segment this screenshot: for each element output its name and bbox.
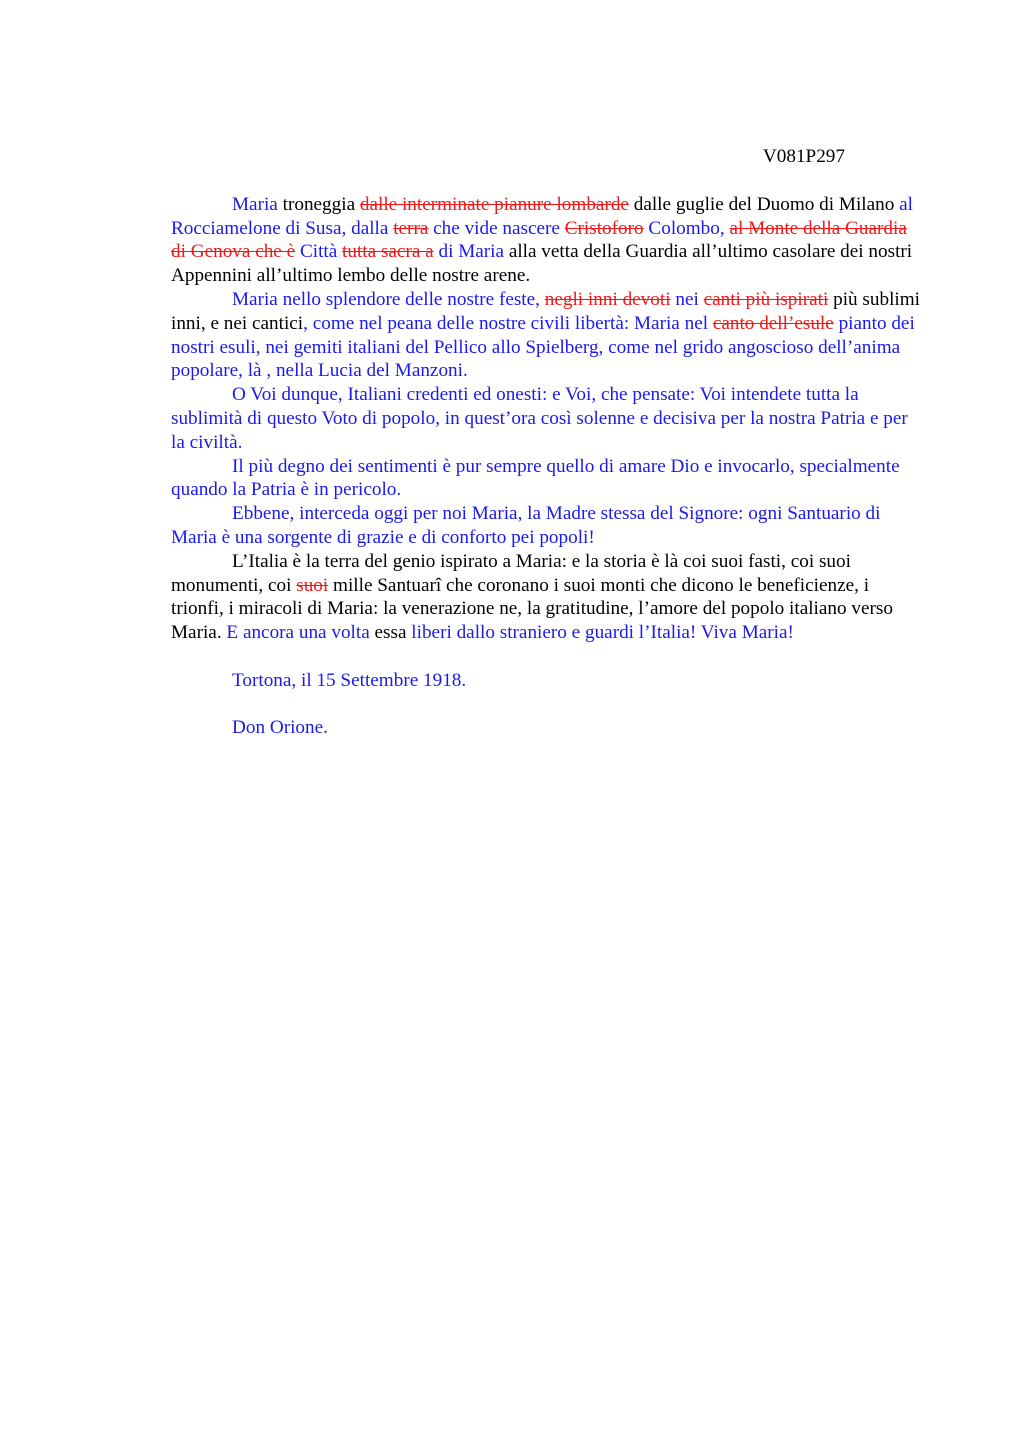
spacer (171, 645, 925, 669)
deleted-text: tutta sacra a (342, 241, 434, 263)
inserted-text: pianto dei nostri esuli, nei gemiti italiani del Pellico allo Spielberg, come nel grido angoscioso dell’anima popolare, là , nella Lucia del Manzoni. (171, 312, 915, 382)
original-text: più sublimi inni, e nei cantici (171, 288, 920, 334)
inserted-text: Città (295, 241, 343, 263)
inserted-text: al Rocciamelone di Susa, dalla (171, 193, 913, 239)
deleted-text: al Monte della Guardia di Genova che è (171, 217, 907, 263)
inserted-text: di Maria (433, 241, 505, 263)
original-text: troneggia (277, 193, 360, 215)
original-text: dalle guglie del Duomo di Milano (628, 193, 900, 215)
deleted-text: canti più ispirati (703, 288, 829, 310)
paragraph (171, 383, 925, 454)
document-id: V081P297 (762, 146, 845, 167)
original-text: essa (369, 622, 412, 644)
deleted-text: canto dell’esule (712, 312, 834, 334)
inserted-text: O Voi dunque, Italiani credenti ed onesti: e Voi, che pensate: Voi intendete tutta la sublimità di questo Voto di popolo, in quest’ora così solenne e decisiva per la nostra Patria e per la civiltà. (171, 384, 908, 453)
inserted-text: che vide nascere (428, 217, 565, 239)
deleted-text: dalle interminate pianure lombarde (359, 193, 629, 215)
original-text: alla vetta della Guardia all’ultimo casolare dei nostri Appennini all’ultimo lembo delle nostre arene. (171, 241, 913, 287)
original-text: L’Italia è la terra del genio ispirato a Maria: e la storia è là coi suoi fasti, coi suoi monumenti, coi (171, 550, 851, 596)
inserted-text: E ancora una volta (226, 622, 370, 644)
inserted-text: Maria nello splendore delle nostre feste, (232, 288, 545, 310)
inserted-text: Colombo, (643, 217, 730, 239)
deleted-text: negli inni devoti (544, 288, 671, 310)
deleted-text: Cristoforo (564, 217, 644, 239)
inserted-text: Maria (232, 193, 278, 215)
inserted-text: Ebbene, interceda oggi per noi Maria, la Madre stessa del Signore: ogni Santuario di Maria è una sorgente di grazie e di conforto pei popoli! (171, 503, 881, 548)
paragraph (171, 288, 925, 383)
inserted-text: nei (670, 288, 704, 310)
paragraph (171, 550, 925, 645)
signature: Don Orione. (232, 717, 328, 739)
deleted-text: suoi (296, 574, 329, 596)
spacer (171, 693, 925, 717)
inserted-text: , come nel peana delle nostre civili libertà: Maria nel (303, 312, 713, 334)
inserted-text: Il più degno dei sentimenti è pur sempre quello di amare Dio e invocarlo, specialmente quando la Patria è in pericolo. (171, 455, 900, 501)
document-body (171, 193, 925, 645)
inserted-text: liberi dallo straniero e guardi l’Italia! Viva Maria! (411, 622, 794, 644)
paragraph (171, 455, 925, 503)
deleted-text: terra (393, 217, 429, 239)
paragraph (171, 193, 925, 288)
document-page (171, 145, 925, 740)
original-text: mille Santuarî che coronano i suoi monti che dicono le beneficienze, i trionfi, i miracoli di Maria: la venerazione ne, la gratitudine, l’amore del popolo italiano verso Maria. (171, 574, 893, 644)
paragraph (171, 502, 925, 550)
place-date: Tortona, il 15 Settembre 1918. (232, 669, 467, 691)
